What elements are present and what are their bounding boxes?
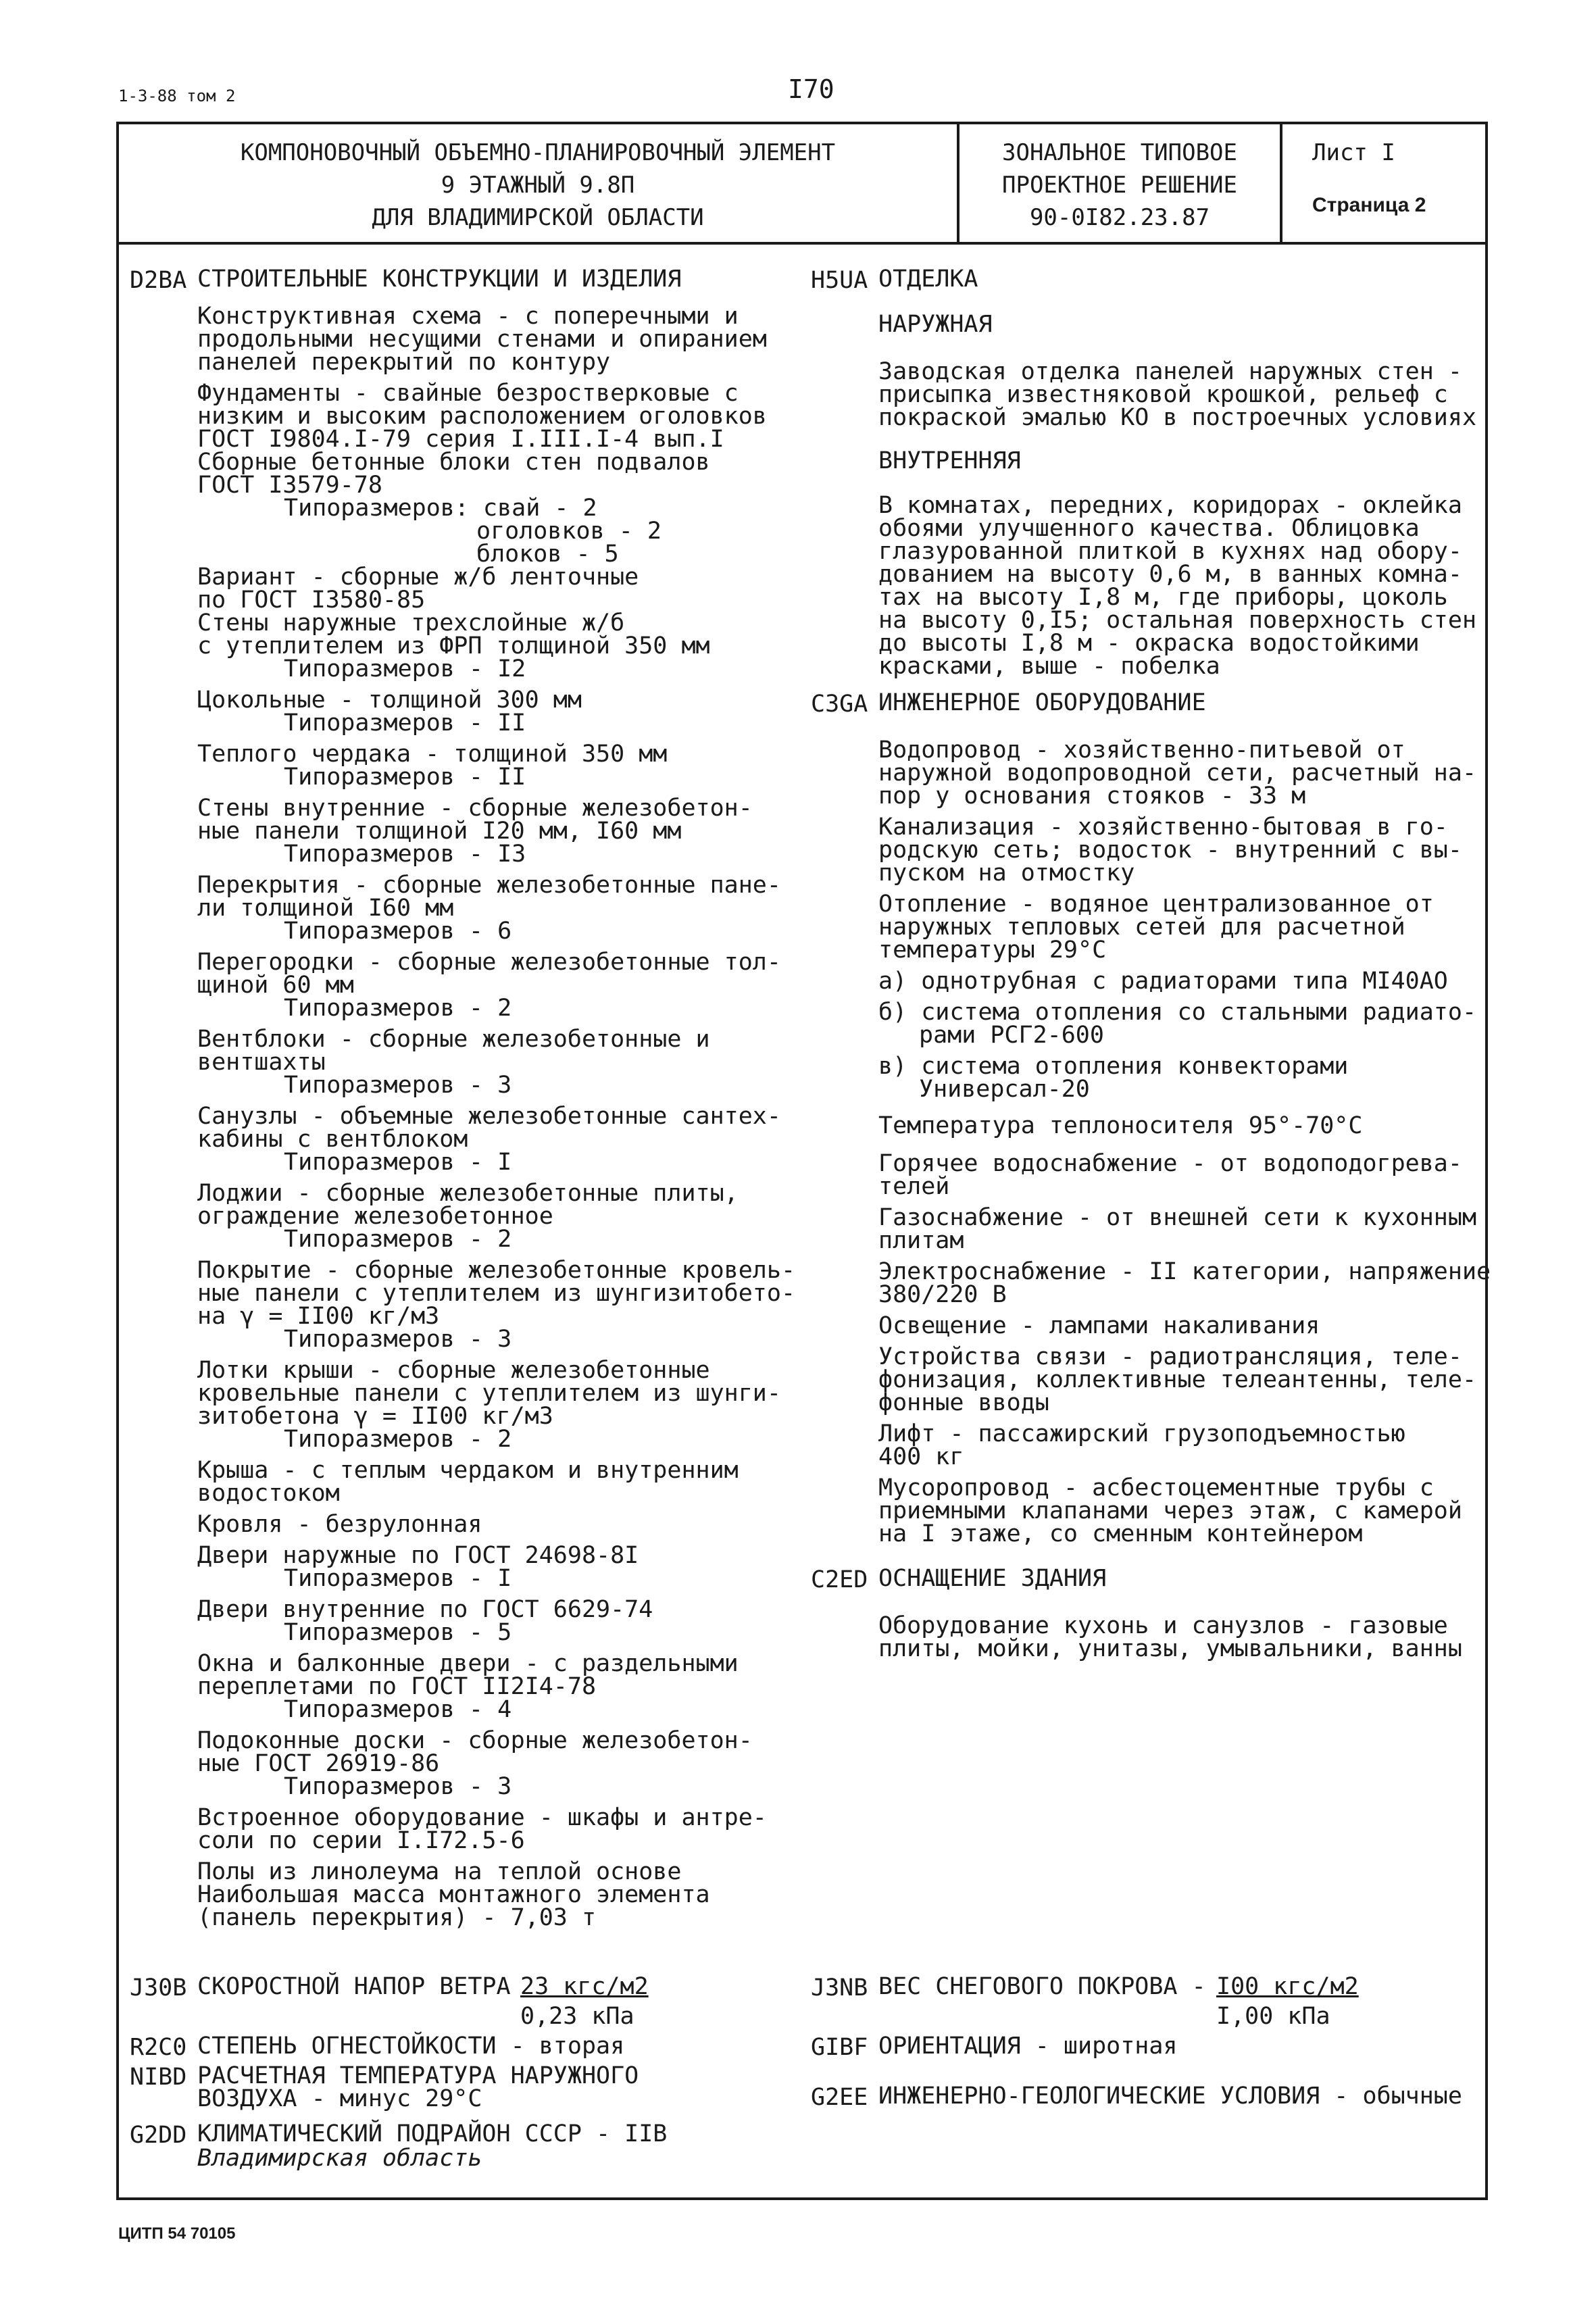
- element-title-line: ДЛЯ ВЛАДИМИРСКОЙ ОБЛАСТИ: [372, 204, 704, 231]
- text-line: Типоразмеров - I2: [284, 655, 526, 682]
- text-line: Лифт - пассажирский грузоподъемностью: [878, 1420, 1405, 1447]
- text-line: Типоразмеров - 2: [284, 1426, 512, 1453]
- text-line: Двери наружные по ГОСТ 24698-8I: [197, 1542, 639, 1569]
- text-line: Теплого чердака - толщиной 350 мм: [197, 741, 668, 768]
- element-title: [119, 136, 957, 234]
- text-line: 400 кг: [878, 1443, 964, 1470]
- subheading: ВНУТРЕННЯЯ: [878, 447, 1021, 474]
- text-line: оголовков - 2: [476, 518, 662, 545]
- text-line: Типоразмеров - 3: [284, 1072, 512, 1099]
- text-line: Канализация - хозяйственно-бытовая в го-: [878, 814, 1448, 841]
- text-line: ГОСТ I3579-78: [197, 472, 382, 499]
- text-line: Типоразмеров - I: [284, 1149, 512, 1176]
- subheading: НАРУЖНАЯ: [878, 311, 993, 338]
- text-line: Лотки крыши - сборные железобетонные: [197, 1357, 710, 1384]
- element-title-line: 9 ЭТАЖНЫЙ 9.8П: [441, 172, 635, 199]
- text-line: Типоразмеров - 2: [284, 995, 512, 1022]
- text-line: обоями улучшенного качества. Облицовка: [878, 515, 1420, 542]
- text-line: (панель перекрытия) - 7,03 т: [197, 1904, 597, 1931]
- section-heading: СТРОИТЕЛЬНЫЕ КОНСТРУКЦИИ И ИЗДЕЛИЯ: [197, 266, 682, 293]
- text-line: Встроенное оборудование - шкафы и антре-: [197, 1804, 767, 1831]
- text-line: фонные вводы: [878, 1389, 1049, 1416]
- text-line: Окна и балконные двери - с раздельными: [197, 1650, 739, 1677]
- section-heading: ИНЖЕНЕРНОЕ ОБОРУДОВАНИЕ: [878, 689, 1206, 716]
- wind-kpa: 0,23 кПа: [520, 2003, 634, 2030]
- text-line: Типоразмеров: свай - 2: [284, 495, 597, 522]
- text-line: Электроснабжение - II категории, напряжение: [878, 1258, 1491, 1285]
- text-line: Горячее водоснабжение - от водоподогрева-: [878, 1150, 1462, 1177]
- text-line: пуском на отмостку: [878, 860, 1135, 887]
- text-line: наружных тепловых сетей для расчетной: [878, 914, 1405, 941]
- text-line: приемными клапанами через этаж, с камерой: [878, 1497, 1462, 1524]
- text-line: телей: [878, 1173, 950, 1200]
- page-number: I70: [788, 74, 834, 104]
- text-line: дованием на высоту 0,6 м, в ванных комна-: [878, 561, 1462, 588]
- text-line: низким и высоким расположением оголовков: [197, 403, 767, 430]
- param-code: R2C0: [130, 2034, 187, 2061]
- page-label: Страница 2: [1312, 194, 1426, 216]
- text-line: тах на высоту I,8 м, где приборы, цоколь: [878, 584, 1448, 611]
- text-line: присыпка известняковой крошкой, рельеф с: [878, 381, 1448, 408]
- design-temperature: ВОЗДУХА - минус 29°C: [197, 2085, 482, 2112]
- text-line: Типоразмеров - 6: [284, 918, 512, 945]
- text-line: Типоразмеров - II: [284, 710, 526, 737]
- param-code: GIBF: [811, 2034, 868, 2061]
- text-line: Температура теплоносителя 95°-70°C: [878, 1112, 1363, 1139]
- section-heading: ОСНАЩЕНИЕ ЗДАНИЯ: [878, 1565, 1107, 1592]
- text-line: Крыша - с теплым чердаком и внутренним: [197, 1457, 739, 1484]
- climate-region: Владимирская область: [197, 2145, 482, 2172]
- section-code: C3GA: [811, 691, 868, 718]
- text-line: Типоразмеров - 4: [284, 1696, 512, 1723]
- text-line: В комнатах, передних, коридорах - оклейка: [878, 492, 1462, 519]
- text-line: Оборудование кухонь и санузлов - газовые: [878, 1612, 1448, 1639]
- snow-kpa: I,00 кПа: [1216, 2003, 1330, 2030]
- project-code: 90-0I82.23.87: [1029, 204, 1210, 231]
- snow-label: ВЕС СНЕГОВОГО ПОКРОВА -: [878, 1973, 1206, 2000]
- text-line: панелей перекрытий по контуру: [197, 349, 611, 376]
- text-line: переплетами по ГОСТ II2I4-78: [197, 1673, 597, 1700]
- section-code: C2ED: [811, 1566, 868, 1593]
- text-line: б) система отопления со стальными радиато-: [878, 999, 1477, 1026]
- wind-value: 23 кгс/м2: [520, 1973, 649, 2000]
- text-line: продольными несущими стенами и опиранием: [197, 326, 767, 353]
- section-code: H5UA: [811, 267, 868, 294]
- text-line: Санузлы - объемные железобетонные сантех-: [197, 1103, 781, 1130]
- text-line: Типоразмеров - 5: [284, 1619, 512, 1646]
- text-line: Перегородки - сборные железобетонные тол-: [197, 949, 781, 976]
- text-line: наружной водопроводной сети, расчетный на-: [878, 760, 1477, 787]
- text-line: кровельные панели с утеплителем из шунги-: [197, 1380, 781, 1407]
- text-line: Заводская отделка панелей наружных стен -: [878, 358, 1462, 385]
- param-code: G2DD: [130, 2122, 187, 2149]
- project-line: ПРОЕКТНОЕ РЕШЕНИЕ: [1002, 172, 1237, 199]
- text-line: Стены наружные трехслойные ж/б: [197, 609, 625, 637]
- text-line: Типоразмеров - II: [284, 764, 526, 791]
- project-line: ЗОНАЛЬНОЕ ТИПОВОЕ: [1002, 139, 1237, 166]
- text-line: ные панели с утеплителем из шунгизитобето-: [197, 1280, 796, 1307]
- text-line: вентшахты: [197, 1049, 326, 1076]
- text-line: Газоснабжение - от внешней сети к кухонным: [878, 1204, 1477, 1231]
- text-line: Лоджии - сборные железобетонные плиты,: [197, 1180, 739, 1207]
- param-code: G2EE: [811, 2084, 868, 2111]
- text-line: Вариант - сборные ж/б ленточные: [197, 564, 639, 591]
- text-line: на высоту 0,I5; остальная поверхность стен: [878, 607, 1477, 634]
- text-line: Типоразмеров - I3: [284, 841, 526, 868]
- text-line: а) однотрубная с радиаторами типа МI40АО: [878, 968, 1448, 995]
- snow-value: I00 кгс/м2: [1216, 1973, 1359, 2000]
- text-line: Освещение - лампами накаливания: [878, 1312, 1320, 1339]
- text-line: водостоком: [197, 1480, 340, 1507]
- param-code: J30B: [130, 1974, 187, 2001]
- text-line: по ГОСТ I3580-85: [197, 587, 426, 614]
- text-line: фонизация, коллективные телеантенны, теле-: [878, 1366, 1477, 1393]
- text-line: Покрытие - сборные железобетонные кровель-: [197, 1257, 796, 1284]
- text-line: 380/220 В: [878, 1281, 1007, 1308]
- publisher-stamp: ЦИТП 54 70105: [118, 2224, 236, 2243]
- title-block: [116, 122, 1488, 245]
- text-line: глазурованной плиткой в кухнях над обору-: [878, 538, 1462, 565]
- param-code: J3NB: [811, 1974, 868, 2001]
- text-line: Цокольные - толщиной 300 мм: [197, 687, 582, 714]
- title-divider: [1280, 124, 1282, 242]
- section-code: D2BA: [130, 267, 187, 294]
- text-line: на γ = II00 кг/м3: [197, 1303, 440, 1330]
- text-line: Перекрытия - сборные железобетонные пане-: [197, 872, 781, 899]
- text-line: пор у основания стояков - 33 м: [878, 782, 1306, 810]
- text-line: Кровля - безрулонная: [197, 1511, 482, 1538]
- section-heading: ОТДЕЛКА: [878, 266, 978, 293]
- design-temperature: РАСЧЕТНАЯ ТЕМПЕРАТУРА НАРУЖНОГО: [197, 2062, 639, 2089]
- frame-line: [116, 2197, 1488, 2200]
- fire-resistance: СТЕПЕНЬ ОГНЕСТОЙКОСТИ - вторая: [197, 2033, 625, 2060]
- text-line: с утеплителем из ФРП толщиной 350 мм: [197, 632, 710, 659]
- text-line: до высоты I,8 м - окраска водостойкими: [878, 630, 1420, 657]
- text-line: ные панели толщиной I20 мм, I60 мм: [197, 818, 682, 845]
- text-line: блоков - 5: [476, 541, 619, 568]
- text-line: Стены внутренние - сборные железобетон-: [197, 795, 753, 822]
- text-line: Водопровод - хозяйственно-питьевой от: [878, 737, 1405, 764]
- text-line: Типоразмеров - 3: [284, 1326, 512, 1353]
- text-line: Отопление - водяное централизованное от: [878, 891, 1434, 918]
- document-reference: 1-3-88 том 2: [118, 86, 236, 105]
- text-line: Типоразмеров - 2: [284, 1226, 512, 1253]
- text-line: Сборные бетонные блоки стен подвалов: [197, 449, 710, 476]
- text-line: Двери внутренние по ГОСТ 6629-74: [197, 1596, 653, 1623]
- text-line: температуры 29°C: [878, 937, 1107, 964]
- text-line: Устройства связи - радиотрансляция, теле-: [878, 1343, 1462, 1370]
- text-line: в) система отопления конвекторами: [878, 1053, 1349, 1080]
- text-line: Универсал-20: [919, 1076, 1090, 1103]
- text-line: Мусоропровод - асбестоцементные трубы с: [878, 1474, 1434, 1501]
- text-line: ные ГОСТ 26919-86: [197, 1750, 440, 1777]
- text-line: Полы из линолеума на теплой основе: [197, 1858, 682, 1885]
- text-line: рами РСГ2-600: [919, 1022, 1104, 1049]
- text-line: кабины с вентблоком: [197, 1126, 468, 1153]
- text-line: Фундаменты - свайные безростверковые с: [197, 380, 739, 407]
- text-line: Типоразмеров - 3: [284, 1773, 512, 1800]
- param-code: NIBD: [130, 2064, 187, 2091]
- text-line: Конструктивная схема - с поперечными и: [197, 303, 739, 330]
- geological-conditions: ИНЖЕНЕРНО-ГЕОЛОГИЧЕСКИЕ УСЛОВИЯ - обычные: [878, 2083, 1462, 2110]
- text-line: покраской эмалью КО в построечных условиях: [878, 404, 1477, 431]
- text-line: Наибольшая масса монтажного элемента: [197, 1881, 710, 1908]
- element-title-line: КОМПОНОВОЧНЫЙ ОБЪЕМНО-ПЛАНИРОВОЧНЫЙ ЭЛЕМЕНТ: [240, 139, 836, 166]
- text-line: Типоразмеров - I: [284, 1565, 512, 1592]
- frame-line: [116, 245, 119, 2200]
- text-line: красками, выше - побелка: [878, 653, 1220, 680]
- wind-label: СКОРОСТНОЙ НАПОР ВЕТРА: [197, 1973, 511, 2000]
- text-line: ограждение железобетонное: [197, 1203, 553, 1230]
- text-line: соли по серии I.I72.5-6: [197, 1827, 525, 1854]
- text-line: плиты, мойки, унитазы, умывальники, ванны: [878, 1635, 1462, 1662]
- orientation: ОРИЕНТАЦИЯ - широтная: [878, 2033, 1178, 2060]
- frame-line: [1485, 245, 1488, 2200]
- climate-subregion: КЛИМАТИЧЕСКИЙ ПОДРАЙОН СССР - IIВ: [197, 2120, 668, 2147]
- text-line: ГОСТ I9804.I-79 серия I.III.I-4 вып.I: [197, 426, 724, 453]
- text-line: зитобетона γ = II00 кг/м3: [197, 1403, 553, 1430]
- sheet-label: Лист I: [1312, 139, 1395, 166]
- text-line: Вентблоки - сборные железобетонные и: [197, 1026, 710, 1053]
- text-line: Подоконные доски - сборные железобетон-: [197, 1727, 753, 1754]
- text-line: ли толщиной I60 мм: [197, 895, 454, 922]
- project-designation: [959, 136, 1280, 234]
- text-line: щиной 60 мм: [197, 972, 354, 999]
- text-line: родскую сеть; водосток - внутренний с вы-: [878, 837, 1462, 864]
- text-line: плитам: [878, 1227, 964, 1254]
- text-line: на I этаже, со сменным контейнером: [878, 1520, 1363, 1547]
